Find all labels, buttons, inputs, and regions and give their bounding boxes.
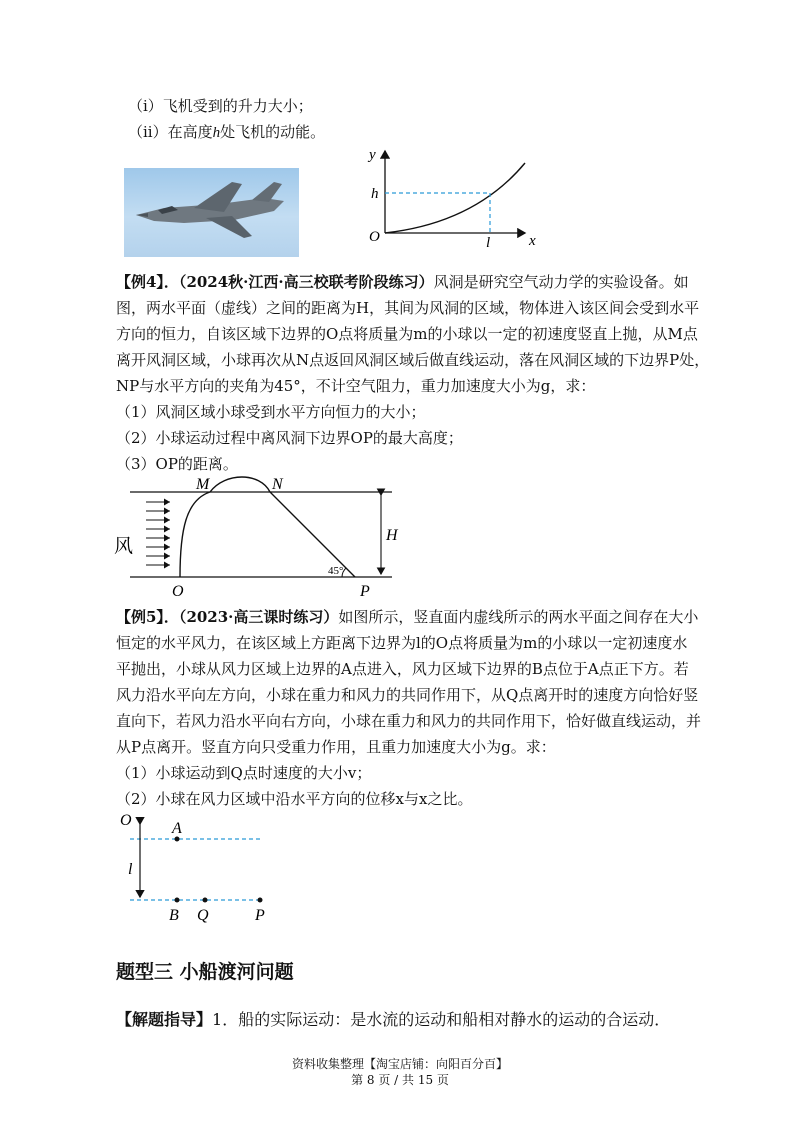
wind-arrows [146, 502, 170, 565]
example4-question-1: （1）风洞区域小球受到水平方向恒力的大小； [116, 403, 426, 421]
label-A: A [172, 820, 182, 837]
label-angle: 45° [328, 565, 344, 577]
graph-y-vs-x [355, 145, 545, 250]
example4-line-3: 方向的恒力，自该区域下边界的O点将质量为m的小球以一定的初速度竖直上抛，从M点 [116, 325, 698, 343]
example5-question-1: （1）小球运动到Q点时速度的大小v； [116, 764, 372, 782]
footer-page-number: 第 8 页 / 共 15 页 [351, 1073, 449, 1087]
label-P: P [255, 907, 265, 924]
guide-line: 【解题指导】1．船的实际运动：是水流的运动和船相对静水的运动的合运动． [116, 1010, 671, 1029]
wind-region-figure [110, 808, 280, 928]
point-A [175, 837, 180, 842]
label-N: N [272, 476, 283, 493]
fighter-jet-photo [124, 168, 299, 257]
guide-tag: 【解题指导】 [116, 1010, 213, 1029]
example4-question-3: （3）OP的距离。 [116, 455, 238, 473]
example4-line-4: 离开风洞区域，小球再次从N点返回风洞区域后做直线运动，落在风洞区域的下边界P处， [116, 351, 710, 369]
h-label: h [371, 186, 379, 202]
point-B [175, 898, 180, 903]
question-i: （i）飞机受到的升力大小； [128, 97, 313, 115]
label-M: M [196, 476, 210, 493]
parabola-curve [385, 163, 525, 233]
example5-line-2: 恒定的水平风力，在该区域上方距离下边界为l的O点将质量为m的小球以一定初速度水 [116, 634, 688, 652]
label-H: H [386, 527, 398, 544]
example4-tag: 【例4】．（2024秋·江西·高三校联考阶段练习） [116, 273, 434, 291]
footer-source: 资料收集整理【淘宝店铺：向阳百分百】 [291, 1057, 508, 1071]
x-label: x [529, 233, 536, 249]
section-heading: 题型三 小船渡河问题 [116, 961, 294, 983]
point-Q [203, 898, 208, 903]
l-label: l [486, 235, 491, 250]
label-wind: 风 [114, 535, 134, 557]
example4-line-5: NP与水平方向的夹角为45°，不计空气阻力，重力加速度大小为g，求： [116, 377, 596, 395]
example5-tag: 【例5】．（2023·高三课时练习） [116, 608, 339, 626]
example4-line-2: 图，两水平面（虚线）之间的距离为H，其间为风洞的区域，物体进入该区间会受到水平 [116, 299, 700, 317]
example4-question-2: （2）小球运动过程中离风洞下边界OP的最大高度； [116, 429, 463, 447]
example5-line-5: 直向下，若风力沿水平向右方向，小球在重力和风力的共同作用下，恰好做直线运动，并 [116, 712, 702, 730]
example5-question-2: （2）小球在风力区域中沿水平方向的位移x与x之比。 [116, 790, 473, 808]
example5-line-4: 风力沿水平向左方向，小球在重力和风力的共同作用下，从Q点离开时的速度方向恰好竖 [116, 686, 699, 704]
label-O: O [120, 812, 132, 829]
label-Q: Q [197, 907, 209, 924]
example5-line-6: 从P点离开。竖直方向只受重力作用，且重力加速度大小为g。求： [116, 738, 556, 756]
wind-tunnel-figure [110, 470, 420, 600]
point-P [258, 898, 263, 903]
example5-line-1: 【例5】．（2023·高三课时练习）如图所示，竖直面内虚线所示的两水平面之间存在大小 [116, 608, 699, 626]
label-B: B [169, 907, 179, 924]
label-P: P [360, 583, 370, 600]
label-l: l [128, 861, 133, 878]
origin-label: O [369, 229, 380, 245]
jet-icon [124, 168, 299, 257]
question-ii: （ii）在高度h处飞机的动能。 [128, 123, 326, 141]
example4-line-1: 【例4】．（2024秋·江西·高三校联考阶段练习）风洞是研究空气动力学的实验设备。如 [116, 273, 689, 291]
point-O [138, 818, 143, 823]
y-label: y [369, 147, 376, 163]
label-O: O [172, 583, 184, 600]
example5-line-3: 平抛出，小球从风力区域上边界的A点进入，风力区域下边界的B点位于A点正下方。若 [116, 660, 689, 678]
